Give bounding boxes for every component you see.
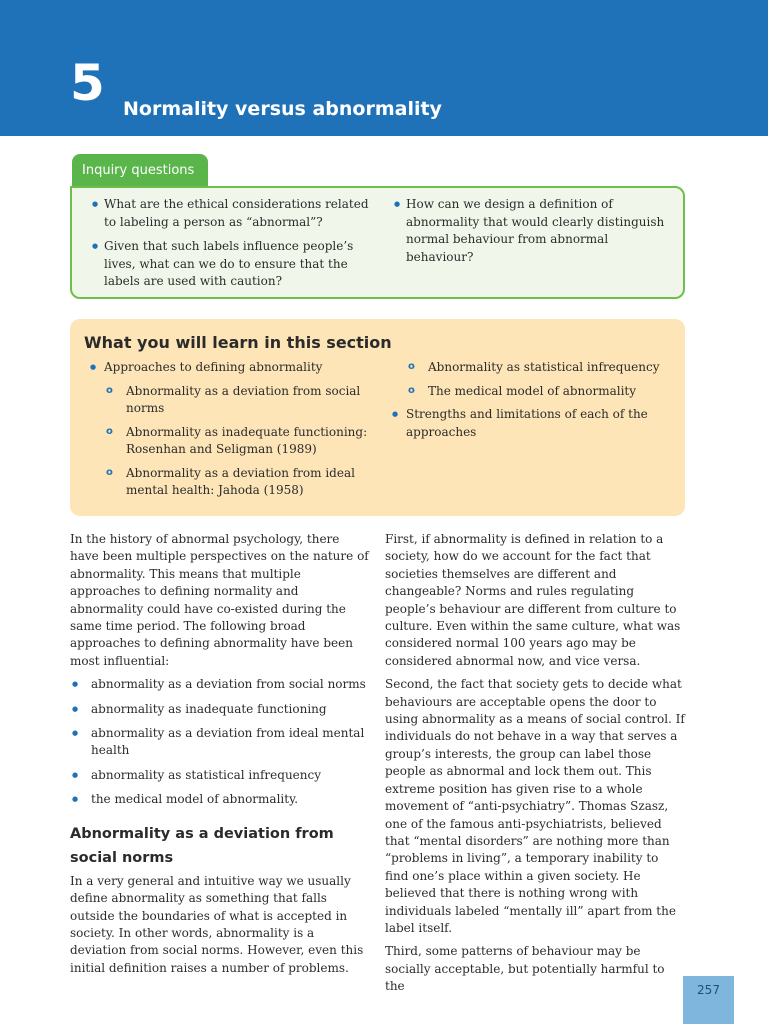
inquiry-left-list xyxy=(82,196,374,298)
section-heading: Abnormality as a deviation from social norms xyxy=(70,825,334,866)
body-paragraph: Second, the fact that society gets to decide what behaviours are acceptable opens the door to using abnormality as a means of social control. If individuals do not behave in a way that serves a group’s interests, the group can label those people as abnormal and lock them out. This extreme position has given rise to a whole movement of “anti-psychiatry”. Thomas Szasz, one of the famous anti-psychiatrists, believed that “mental disorders” are nothing more than “problems in living”, a temporary inability to find one’s place within a given society. He believed that there is nothing wrong with individuals labeled “mentally ill” apart from the label itself. xyxy=(385,677,685,935)
body-paragraph: Third, some patterns of behaviour may be socially acceptable, but potentially harmful to the xyxy=(385,944,665,994)
approach-item: ● abnormality as a deviation from social norms xyxy=(70,676,370,693)
inquiry-questions-tab xyxy=(72,154,208,188)
body-paragraph: First, if abnormality is defined in relation to a society, how do we account for the fact that societies themselves are different and changeable? Norms and rules regulating people’s behaviour are different from culture to culture. Even within the same culture, what was considered normal 100 years ago may be considered abnormal now, and vice versa. xyxy=(385,532,681,668)
page-number-box xyxy=(683,976,734,1024)
inquiry-questions-label: Inquiry questions xyxy=(82,163,195,178)
chapter-header xyxy=(0,0,768,136)
page-number: 257 xyxy=(697,983,720,997)
inquiry-question: ● What are the ethical considerations related to labeling a person as “abnormal”? xyxy=(82,196,374,231)
right-text-column xyxy=(385,531,685,1002)
left-text-column xyxy=(70,531,370,983)
approach-item: ● the medical model of abnormality. xyxy=(70,791,370,808)
learning-subitem: o Abnormality as a deviation from social norms xyxy=(82,383,374,418)
inquiry-question: ● Given that such labels influence people’s lives, what can we do to ensure that the labels are used with caution? xyxy=(82,238,374,291)
section-paragraph: In a very general and intuitive way we usually define abnormality as something that falls outside the boundaries of what is accepted in society. In other words, abnormality is a deviation from social norms. However, even this initial definition raises a number of problems. xyxy=(70,873,364,975)
learning-subitem: o Abnormality as statistical infrequency xyxy=(384,359,674,377)
learning-objectives-box xyxy=(70,319,685,516)
chapter-number: 5 xyxy=(70,54,105,112)
learning-subitem: o The medical model of abnormality xyxy=(384,383,674,401)
learning-left-list xyxy=(82,359,374,506)
learning-subitem: o Abnormality as inadequate functioning: Rosenhan and Seligman (1989) xyxy=(82,424,374,459)
inquiry-right-list xyxy=(384,196,674,273)
chapter-title: Normality versus abnormality xyxy=(123,98,442,120)
learning-right-list xyxy=(384,359,674,447)
learning-item: ● Approaches to defining abnormality xyxy=(82,359,374,377)
learning-objectives-heading: What you will learn in this section xyxy=(84,333,392,352)
learning-subitem: o Abnormality as a deviation from ideal mental health: Jahoda (1958) xyxy=(82,465,374,500)
inquiry-questions-box xyxy=(70,186,685,299)
approach-item: ● abnormality as a deviation from ideal mental health xyxy=(70,725,370,760)
intro-paragraph: In the history of abnormal psychology, there have been multiple perspectives on the nature of abnormality. This means that multiple approaches to defining normality and abnormality could have co-existed during the same time period. The following broad approaches to defining abnormality have been most influential: xyxy=(70,532,369,668)
inquiry-question: ● How can we design a definition of abnormality that would clearly distinguish normal behaviour from abnormal behaviour? xyxy=(384,196,674,266)
approach-item: ● abnormality as inadequate functioning xyxy=(70,701,370,718)
approaches-list xyxy=(70,676,370,808)
approach-item: ● abnormality as statistical infrequency xyxy=(70,767,370,784)
learning-item: ● Strengths and limitations of each of the approaches xyxy=(384,406,674,441)
